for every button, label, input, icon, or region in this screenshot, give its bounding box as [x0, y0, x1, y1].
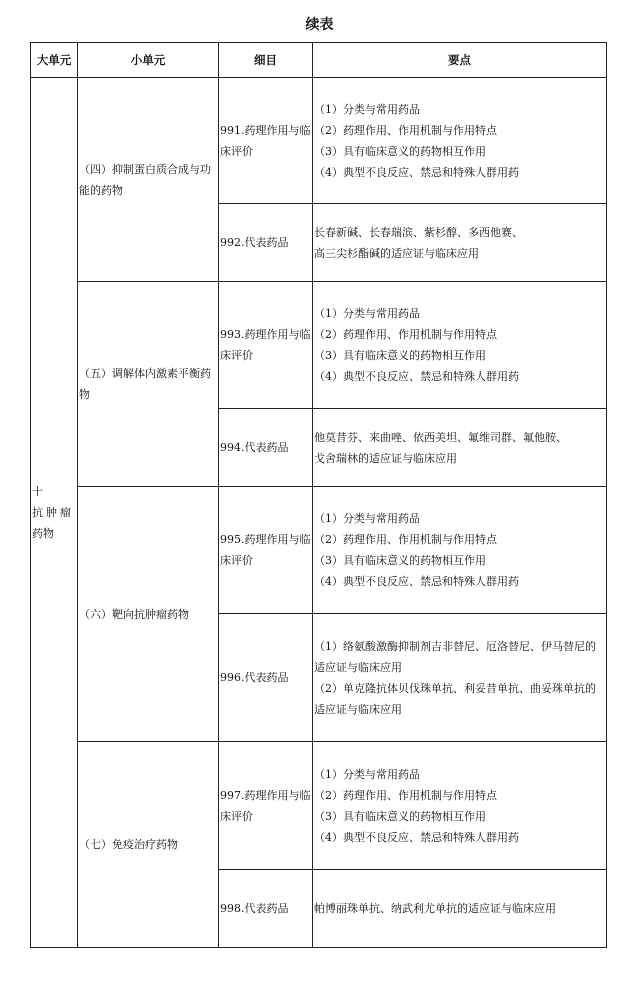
points-cell — [313, 487, 607, 614]
big-unit-number: 十 — [32, 485, 43, 498]
item-cell: 993.药理作用与临床评价 — [219, 282, 313, 409]
item-cell: 992.代表药品 — [219, 204, 313, 282]
item-cell: 991.药理作用与临床评价 — [219, 78, 313, 204]
table-row — [31, 487, 607, 614]
item-cell: 994.代表药品 — [219, 409, 313, 487]
point-line: （2）单克隆抗体贝伐珠单抗、利妥昔单抗、曲妥珠单抗的适应证与临床应用 — [314, 681, 596, 716]
point-line: 帕博丽珠单抗、纳武利尤单抗的适应证与临床应用 — [314, 902, 556, 915]
point-line: 他莫昔芬、来曲唑、依西美坦、氟维司群、氟他胺、 — [314, 430, 567, 444]
point-line: （4）典型不良反应、禁忌和特殊人群用药 — [314, 165, 519, 179]
item-cell: 998.代表药品 — [219, 870, 313, 948]
points-cell — [313, 78, 607, 204]
point-line: （1）分类与常用药品 — [314, 102, 420, 116]
item-cell: 996.代表药品 — [219, 614, 313, 742]
point-line: （3）具有临床意义的药物相互作用 — [314, 144, 486, 158]
item-cell: 995.药理作用与临床评价 — [219, 487, 313, 614]
points-cell — [313, 409, 607, 487]
point-line: （1）分类与常用药品 — [314, 512, 420, 525]
page-title: 续表 — [305, 17, 334, 33]
header-big-unit: 大单元 — [31, 43, 78, 78]
point-line: （2）药理作用、作用机制与作用特点 — [314, 328, 497, 341]
point-line: 长春新碱、长春瑞滨、紫杉醇、多西他赛、 — [314, 225, 523, 239]
points-cell — [313, 204, 607, 282]
header-sub-unit: 小单元 — [78, 43, 219, 78]
big-unit-name-line2: 药物 — [32, 527, 54, 540]
item-cell: 997.药理作用与临床评价 — [219, 742, 313, 870]
header-item: 细目 — [219, 43, 313, 78]
point-line: （2）药理作用、作用机制与作用特点 — [314, 123, 497, 137]
point-line: （3）具有临床意义的药物相互作用 — [314, 349, 486, 362]
points-cell — [313, 742, 607, 870]
header-row — [31, 43, 607, 78]
point-line: （1）络氨酸激酶抑制剂吉非替尼、厄洛替尼、伊马替尼的适应证与临床应用 — [314, 639, 596, 674]
point-line: （4）典型不良反应、禁忌和特殊人群用药 — [314, 370, 519, 383]
big-unit-name-line1: 抗肿瘤 — [32, 506, 74, 519]
sub-unit-cell: （四）抑制蛋白质合成与功能的药物 — [78, 78, 219, 282]
point-line: （1）分类与常用药品 — [314, 767, 420, 781]
point-line: 戈舍瑞林的适应证与临床应用 — [314, 451, 457, 465]
point-line: 高三尖杉酯碱的适应证与临床应用 — [314, 246, 479, 260]
point-line: （4）典型不良反应、禁忌和特殊人群用药 — [314, 575, 519, 588]
points-cell — [313, 282, 607, 409]
point-line: （3）具有临床意义的药物相互作用 — [314, 809, 486, 823]
header-points: 要点 — [313, 43, 607, 78]
point-line: （2）药理作用、作用机制与作用特点 — [314, 788, 497, 802]
table-row — [31, 78, 607, 204]
sub-unit-cell: （七）免疫治疗药物 — [78, 742, 219, 948]
point-line: （4）典型不良反应、禁忌和特殊人群用药 — [314, 830, 519, 844]
syllabus-table — [30, 42, 607, 948]
table-row — [31, 282, 607, 409]
sub-unit-cell: （五）调解体内激素平衡药物 — [78, 282, 219, 487]
points-cell — [313, 870, 607, 948]
points-cell — [313, 614, 607, 742]
table-row — [31, 742, 607, 870]
big-unit-cell — [31, 78, 78, 948]
point-line: （3）具有临床意义的药物相互作用 — [314, 554, 486, 567]
point-line: （1）分类与常用药品 — [314, 307, 420, 320]
sub-unit-cell: （六）靶向抗肿瘤药物 — [78, 487, 219, 742]
point-line: （2）药理作用、作用机制与作用特点 — [314, 533, 497, 546]
